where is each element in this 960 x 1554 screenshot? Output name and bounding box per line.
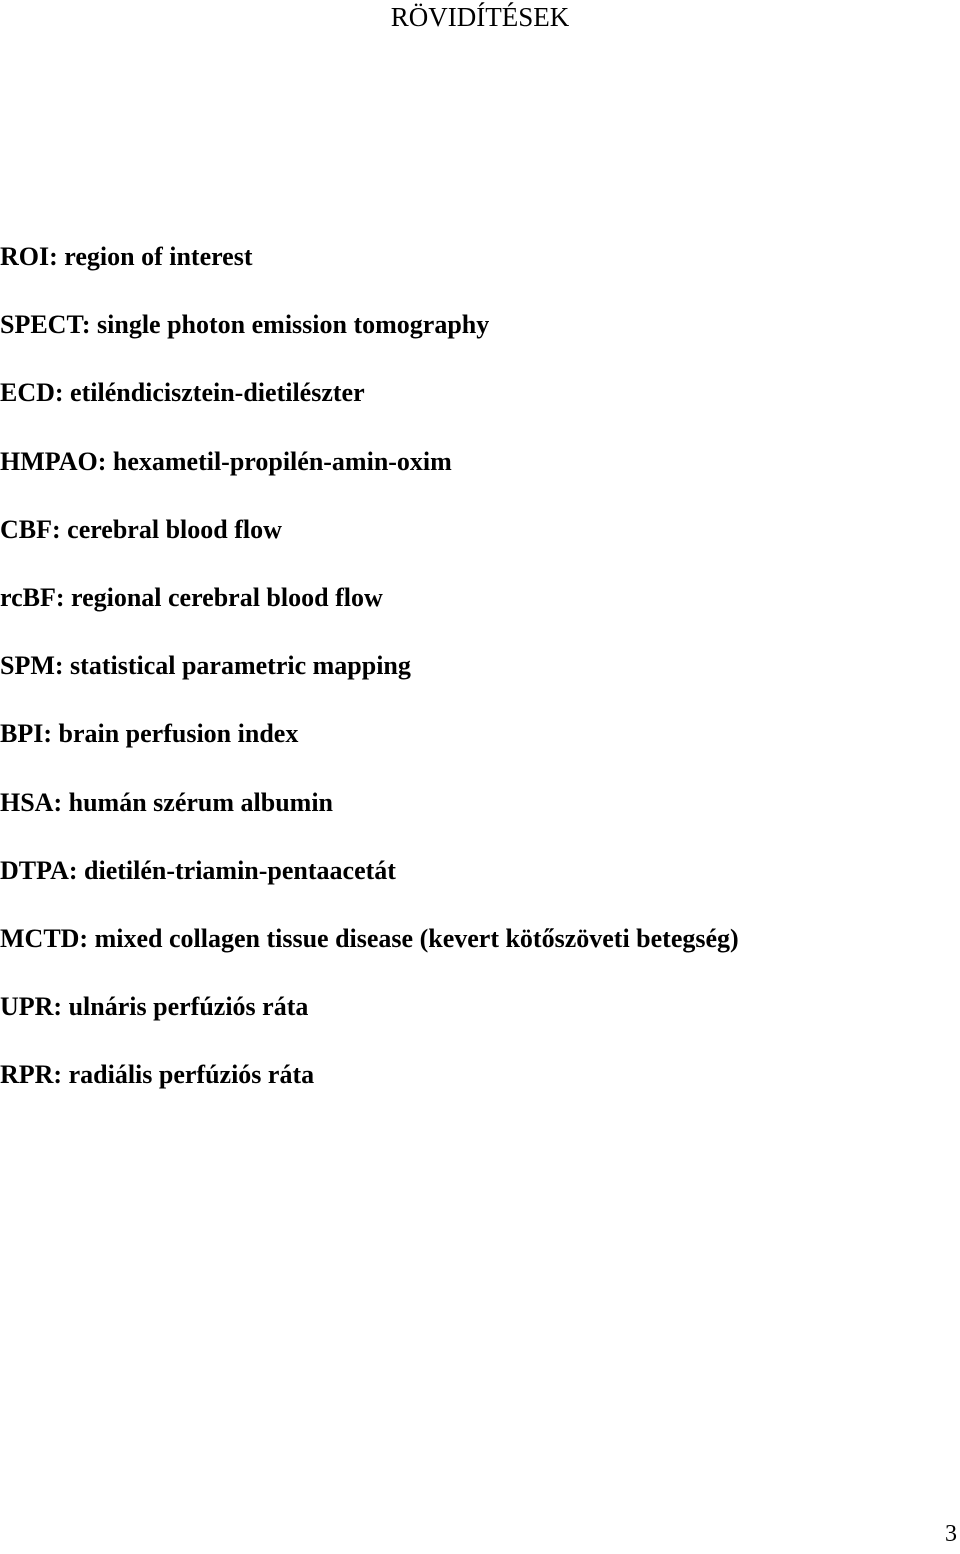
abbreviation-mctd: MCTD: mixed collagen tissue disease (kevert kötőszöveti betegség)	[0, 923, 739, 953]
abbreviation-rcbf: rcBF: regional cerebral blood flow	[0, 582, 383, 612]
abbreviation-bpi: BPI: brain perfusion index	[0, 719, 299, 749]
abbreviation-cbf: CBF: cerebral blood flow	[0, 514, 282, 544]
abbreviation-dtpa: DTPA: dietilén-triamin-pentaacetát	[0, 855, 396, 885]
abbreviation-upr: UPR: ulnáris perfúziós ráta	[0, 992, 309, 1022]
abbreviation-spm: SPM: statistical parametric mapping	[0, 651, 411, 681]
page-title: RÖVIDÍTÉSEK	[390, 2, 570, 32]
abbreviation-hmpao: HMPAO: hexametil-propilén-amin-oxim	[0, 446, 452, 476]
abbreviation-roi: ROI: region of interest	[0, 242, 253, 271]
abbreviation-list	[0, 239, 739, 1125]
abbreviation-spect: SPECT: single photon emission tomography	[0, 310, 490, 340]
abbreviation-rpr: RPR: radiális perfúziós ráta	[0, 1060, 315, 1090]
page-number: 3	[945, 1521, 957, 1547]
abbreviation-hsa: HSA: humán szérum albumin	[0, 787, 333, 817]
abbreviation-ecd: ECD: etiléndicisztein-dietilészter	[0, 378, 365, 408]
